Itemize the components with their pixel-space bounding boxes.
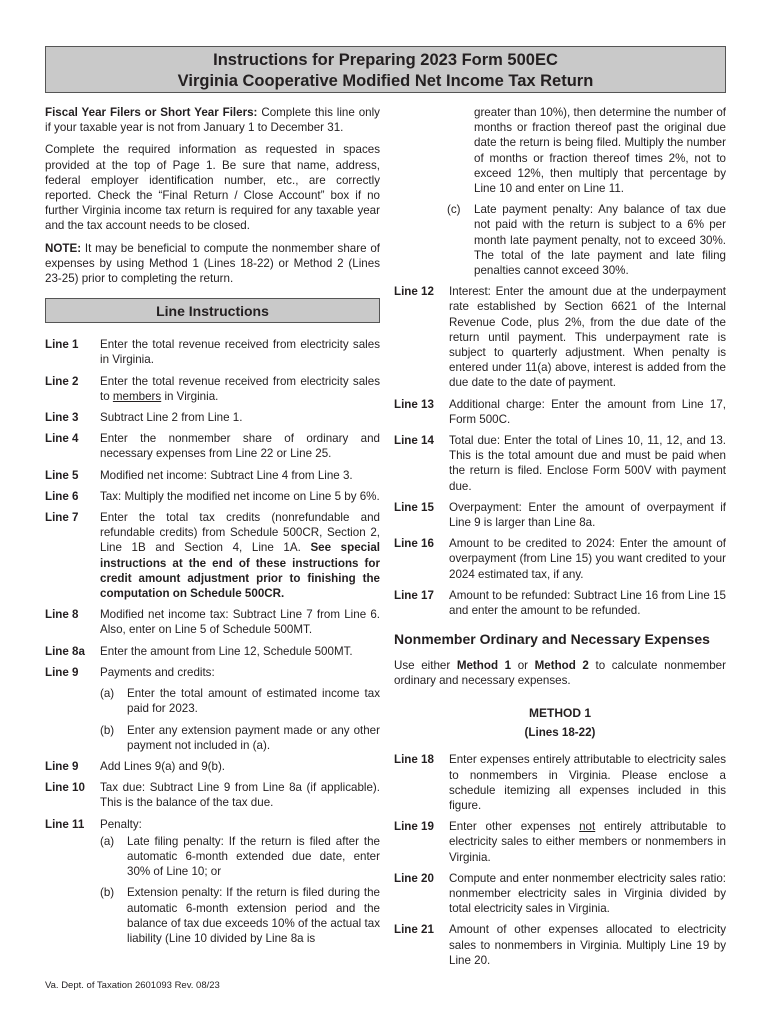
line-3 xyxy=(45,410,380,425)
title-line-1: Instructions for Preparing 2023 Form 500EC xyxy=(213,51,558,69)
line-label: Line 16 xyxy=(394,537,434,551)
line-label: Line 13 xyxy=(394,397,434,411)
line-text-bold: See special instructions at the end of these instructions for credit amount adjustment prior to finishing the computation on Schedule 500CR. xyxy=(100,541,380,601)
line-label: Line 9 xyxy=(45,665,79,679)
line-text-part: entirely attributable to electricity sales to either members or nonmembers in Virginia. xyxy=(449,820,726,864)
note-label: NOTE: xyxy=(45,241,82,255)
line-text-underlined: not xyxy=(579,820,596,834)
line-11b xyxy=(100,885,380,946)
line-8 xyxy=(45,607,380,637)
line-18 xyxy=(394,752,726,813)
line-text: Additional charge: Enter the amount from Line 17, Form 500C. xyxy=(449,397,726,426)
sub-label: (b) xyxy=(100,723,115,737)
method-2-ref: Method 2 xyxy=(534,658,589,672)
title-line-2: Virginia Cooperative Modified Net Income Tax Return xyxy=(177,72,594,90)
right-column xyxy=(394,105,726,974)
line-label: Line 7 xyxy=(45,511,79,525)
line-16 xyxy=(394,536,726,582)
note-paragraph xyxy=(45,241,380,287)
sub-text: greater than 10%), then determine the number of months or fraction thereof past the original due date the return is being filed. Multiply the number of months or fraction thereof times 2%, not to exceed 12%, then multiply that percentage by Line 10 and enter on Line 11. xyxy=(474,106,726,196)
line-9b xyxy=(100,723,380,753)
text-part: Use either xyxy=(394,658,457,672)
line-9 xyxy=(45,665,380,680)
line-text: Subtract Line 2 from Line 1. xyxy=(100,411,243,425)
line-text: Enter expenses entirely attributable to electricity sales to nonmembers in Virginia. Please enclose a schedule itemizing all expenses included in this figure. xyxy=(449,753,726,812)
line-label: Line 5 xyxy=(45,468,79,482)
line-label: Line 8a xyxy=(45,644,85,658)
line-text: Penalty: xyxy=(100,817,142,831)
method-choice-paragraph xyxy=(394,658,726,688)
line-7 xyxy=(45,510,380,601)
line-label: Line 2 xyxy=(45,374,79,388)
line-label: Line 11 xyxy=(45,817,85,831)
page-footer: Va. Dept. of Taxation 2601093 Rev. 08/23 xyxy=(45,980,220,991)
line-text: Enter the nonmember share of ordinary and necessary expenses from Line 22 or Line 25. xyxy=(100,432,380,461)
line-text xyxy=(449,819,726,865)
sub-text: Enter the total amount of estimated income tax paid for 2023. xyxy=(127,687,380,716)
line-text xyxy=(100,374,380,404)
note-text: It may be beneficial to compute the nonmember share of expenses by using Method 1 (Lines 18-22) or Method 2 (Lines 23-25) prior to completing the return. xyxy=(45,241,380,286)
line-text: Total due: Enter the total of Lines 10, 11, 12, and 13. This is the total amount due and must be paid when the return is filed. Enclose Form 500V with payment due. xyxy=(449,434,726,493)
line-label: Line 14 xyxy=(394,434,434,448)
fiscal-year-paragraph xyxy=(45,105,380,135)
line-label: Line 6 xyxy=(45,489,79,503)
sub-label: (b) xyxy=(100,886,115,900)
sub-text: Late payment penalty: Any balance of tax due not paid with the return is subject to a 6% per month late payment penalty, not to exceed 30%. The total of the late payment and late filing penalties cannot exceed 30%. xyxy=(474,203,726,278)
line-12 xyxy=(394,284,726,390)
fiscal-year-heading: Fiscal Year Filers or Short Year Filers: xyxy=(45,106,258,119)
line-text: Enter the total revenue received from electricity sales in Virginia. xyxy=(100,338,380,367)
line-17 xyxy=(394,588,726,618)
line-15 xyxy=(394,500,726,530)
line-text-part: in Virginia. xyxy=(161,389,219,403)
line-9c xyxy=(45,759,380,774)
line-4 xyxy=(45,431,380,461)
line-text: Payments and credits: xyxy=(100,665,215,679)
line-text-part: Enter the total tax credits (nonrefundable and refundable credits) from Schedule 500CR, Section 2, Line 1B and Section 4, Line 1A. xyxy=(100,511,380,555)
line-text: Amount to be credited to 2024: Enter the amount of overpayment (from Line 15) you want credited to your 2024 estimated tax, if any. xyxy=(449,537,726,581)
line-13 xyxy=(394,397,726,427)
nonmember-expenses-heading: Nonmember Ordinary and Necessary Expenses xyxy=(394,631,710,648)
line-label: Line 9 xyxy=(45,759,79,773)
line-label: Line 20 xyxy=(394,871,434,885)
line-text: Tax due: Subtract Line 9 from Line 8a (if applicable). This is the balance of the tax due. xyxy=(100,781,380,810)
complete-info-paragraph: Complete the required information as requested in spaces provided at the top of Page 1. Be sure that name, address, federal employer identification number, etc., are correctly reported. Check the “Final Return / Close Account” box if no further Virginia income tax return is required for any taxable year and the tax account needs to be closed. xyxy=(45,143,380,233)
line-label: Line 3 xyxy=(45,411,79,425)
line-text: Amount to be refunded: Subtract Line 16 from Line 15 and enter the amount to be refunded. xyxy=(449,588,726,618)
line-19 xyxy=(394,819,726,865)
line-label: Line 10 xyxy=(45,781,85,795)
line-text: Enter the amount from Line 12, Schedule 500MT. xyxy=(100,644,353,658)
line-2 xyxy=(45,374,380,404)
line-label: Line 21 xyxy=(394,923,434,937)
line-1 xyxy=(45,337,380,367)
line-11c xyxy=(447,202,726,278)
method-1-ref: Method 1 xyxy=(456,658,512,672)
line-text: Interest: Enter the amount due at the underpayment rate established by Section 6621 of the Internal Revenue Code, plus 2%, from the due date of the return until payment. This underpayment rate is subject to quarterly adjustment. When penalty is entered under 11(a) above, interest is added from the due date to the date of payment. xyxy=(449,285,726,390)
line-label: Line 18 xyxy=(394,753,434,767)
sub-text: Extension penalty: If the return is filed during the automatic 6-month extension period and the balance of tax due exceeds 10% of the actual tax liability (Line 10 divided by Line 8a is xyxy=(127,886,380,945)
line-text: Modified net income: Subtract Line 4 from Line 3. xyxy=(100,468,353,482)
line-label: Line 15 xyxy=(394,500,434,514)
line-text xyxy=(100,510,380,601)
line-21 xyxy=(394,922,726,968)
text-part: to calculate nonmember ordinary and necessary expenses. xyxy=(394,658,726,687)
sub-text: Late filing penalty: If the return is filed after the automatic 6-month extended due date, enter 30% of Line 10; or xyxy=(127,834,380,879)
line-text: Overpayment: Enter the amount of overpayment if Line 9 is larger than Line 8a. xyxy=(449,500,726,530)
method-1-lines: (Lines 18-22) xyxy=(524,726,596,740)
line-label: Line 1 xyxy=(45,338,79,352)
method-1-heading: METHOD 1 xyxy=(528,705,591,720)
line-label: Line 12 xyxy=(394,285,434,299)
line-text: Amount of other expenses allocated to electricity sales to nonmembers in Virginia. Multiply Line 19 by Line 20. xyxy=(449,923,726,967)
line-9a xyxy=(100,686,380,716)
line-label: Line 8 xyxy=(45,608,79,622)
line-11a xyxy=(100,834,380,880)
line-5 xyxy=(45,468,380,483)
line-11b-continued xyxy=(474,105,726,196)
sub-text: Enter any extension payment made or any other payment not included in (a). xyxy=(127,723,380,752)
line-8a xyxy=(45,644,380,659)
line-text-part: Enter the total revenue received from electricity sales to xyxy=(100,374,380,403)
sub-label: (a) xyxy=(100,687,115,701)
line-20 xyxy=(394,871,726,917)
line-text: Modified net income tax: Subtract Line 7 from Line 6. Also, enter on Line 5 of Schedule 500MT. xyxy=(100,608,380,637)
line-11 xyxy=(45,817,380,832)
line-text: Compute and enter nonmember electricity sales ratio: nonmember electricity sales in Virginia divided by total electricity sales in Virginia. xyxy=(449,871,726,916)
line-10 xyxy=(45,780,380,810)
sub-label: (a) xyxy=(100,834,115,848)
page-title xyxy=(45,46,726,93)
line-6 xyxy=(45,489,380,504)
line-text-part: Enter other expenses xyxy=(449,820,580,834)
line-label: Line 17 xyxy=(394,588,434,602)
line-text-underlined: members xyxy=(112,389,162,403)
left-column xyxy=(45,105,380,952)
line-text: Tax: Multiply the modified net income on Line 5 by 6%. xyxy=(100,489,380,503)
fiscal-year-text: Complete this line only if your taxable year is not from January 1 to December 31. xyxy=(45,106,380,135)
line-14 xyxy=(394,433,726,494)
line-text: Add Lines 9(a) and 9(b). xyxy=(100,759,226,773)
line-instructions-heading: Line Instructions xyxy=(45,298,380,323)
sub-label: (c) xyxy=(447,203,461,217)
line-label: Line 19 xyxy=(394,820,434,834)
text-part: or xyxy=(511,658,535,672)
line-label: Line 4 xyxy=(45,432,79,446)
